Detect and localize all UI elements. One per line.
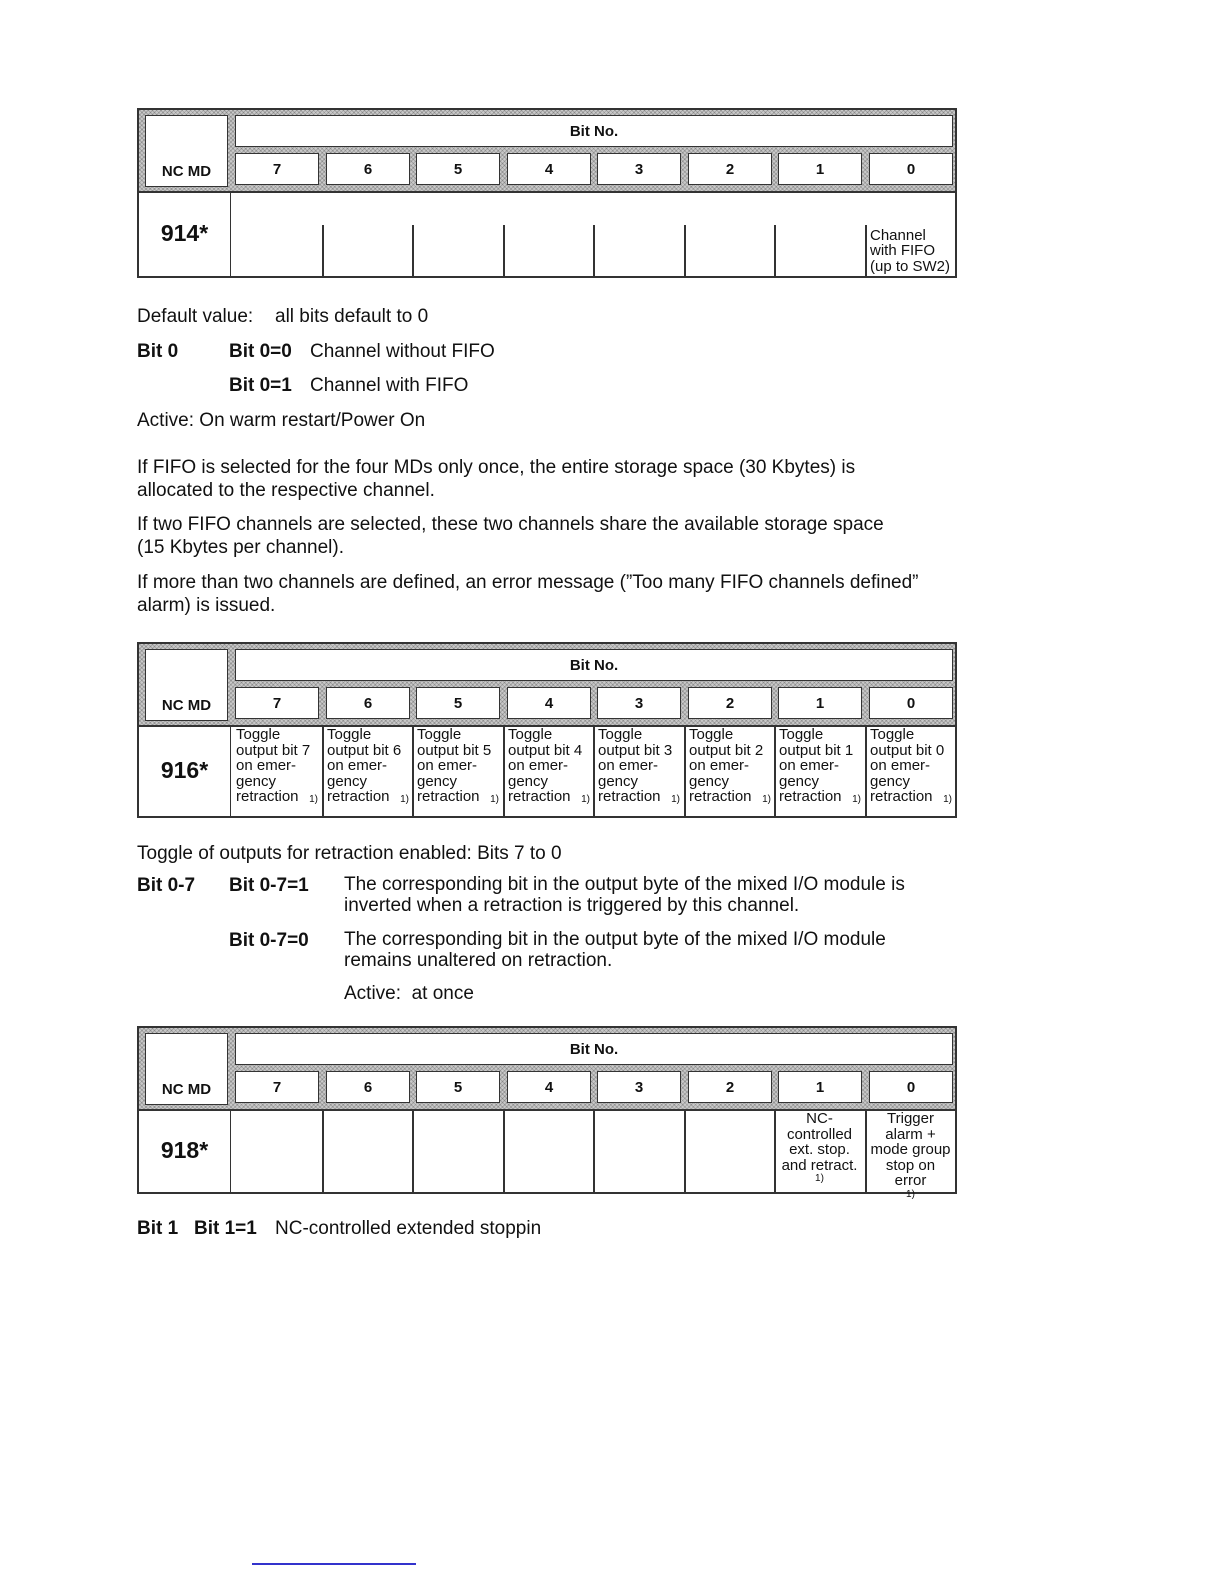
bit1-label: Bit 1 bbox=[137, 1218, 179, 1239]
bit-no-label: Bit No. bbox=[235, 649, 953, 681]
bit0-1-desc: Channel with FIFO bbox=[310, 375, 469, 396]
column-divider bbox=[322, 225, 324, 276]
bit-description-cell: Toggle output bit 7 on emer- gency retraction 1) bbox=[236, 727, 322, 814]
fifo-para-3: If more than two channels are defined, an error message (”Too many FIFO channels defined” alarm) is issued. bbox=[137, 572, 919, 616]
bit-number-cell: 5 bbox=[416, 153, 500, 185]
bit-description-cell bbox=[327, 1111, 413, 1190]
fifo-para-2: If two FIFO channels are selected, these two channels share the available storage space (15 Kbytes per channel). bbox=[137, 514, 884, 558]
bit-number-cell: 2 bbox=[688, 153, 772, 185]
column-divider bbox=[503, 225, 505, 276]
md-number: 918* bbox=[139, 1109, 231, 1192]
bit-description-cell bbox=[689, 193, 775, 274]
bit-number-cell: 6 bbox=[326, 687, 410, 719]
bit-number-cell: 2 bbox=[688, 1071, 772, 1103]
active-warm-restart: Active: On warm restart/Power On bbox=[137, 410, 426, 431]
bit-number-cell: 4 bbox=[507, 687, 591, 719]
bit-number-cell: 3 bbox=[597, 687, 681, 719]
bit-description-cell: Toggle output bit 1 on emer- gency retraction 1) bbox=[779, 727, 865, 814]
bit-number-cell: 7 bbox=[235, 687, 319, 719]
column-divider bbox=[503, 1109, 505, 1192]
bit-description-cell bbox=[598, 1111, 684, 1190]
bit0-0-desc: Channel without FIFO bbox=[310, 341, 495, 362]
bit1-1-label: Bit 1=1 bbox=[194, 1218, 257, 1239]
bit-description-cell bbox=[870, 193, 956, 274]
bit1-1-desc: NC-controlled extended stoppin bbox=[275, 1218, 542, 1239]
toggle-heading: Toggle of outputs for retraction enabled: Bits 7 to 0 bbox=[137, 843, 562, 864]
bit0-0-label: Bit 0=0 bbox=[229, 341, 292, 362]
bit-description-cell bbox=[236, 1111, 322, 1190]
bit-number-cell: 3 bbox=[597, 1071, 681, 1103]
bit-number-cell: 1 bbox=[778, 1071, 862, 1103]
bit-no-label: Bit No. bbox=[235, 115, 953, 147]
bit-description-text: Toggle output bit 3 on emer- gency retraction bbox=[598, 726, 673, 805]
bit0-1-label: Bit 0=1 bbox=[229, 375, 292, 396]
bit-number-cell: 2 bbox=[688, 687, 772, 719]
bit-description-text: Toggle output bit 6 on emer- gency retraction bbox=[327, 726, 402, 805]
default-value-label: Default value: bbox=[137, 306, 254, 327]
bit07-1-desc: The corresponding bit in the output byte of the mixed I/O module is inverted when a retraction is triggered by this channel. bbox=[344, 874, 905, 916]
column-divider bbox=[865, 225, 867, 276]
default-value: all bits default to 0 bbox=[275, 306, 429, 327]
table-header bbox=[139, 644, 955, 727]
column-divider bbox=[322, 725, 324, 816]
bit-description-cell bbox=[508, 1111, 594, 1190]
bit-number-cell: 0 bbox=[869, 153, 953, 185]
bit-description-text: Channel with FIFO (up to SW2) bbox=[870, 226, 951, 275]
bit-number-cell: 3 bbox=[597, 153, 681, 185]
column-divider bbox=[684, 1109, 686, 1192]
bit-description-text: Toggle output bit 7 on emer- gency retraction bbox=[236, 726, 311, 805]
bit07-1-label: Bit 0-7=1 bbox=[229, 875, 309, 896]
nc-md-label: NC MD bbox=[145, 649, 228, 721]
bit-number-cell: 6 bbox=[326, 1071, 410, 1103]
bit-number-cell: 7 bbox=[235, 153, 319, 185]
md-914-table bbox=[137, 108, 957, 278]
fifo-para-1: If FIFO is selected for the four MDs only once, the entire storage space (30 Kbytes) is allocated to the respective channel. bbox=[137, 457, 856, 501]
bit07-0-label: Bit 0-7=0 bbox=[229, 930, 309, 951]
bit-description-cell: Toggle output bit 6 on emer- gency retraction 1) bbox=[327, 727, 413, 814]
table-header bbox=[139, 1028, 955, 1111]
bit-description-cell: Toggle output bit 2 on emer- gency retraction 1) bbox=[689, 727, 775, 814]
bit-number-cell: 4 bbox=[507, 153, 591, 185]
column-divider bbox=[322, 1109, 324, 1192]
md-number: 916* bbox=[139, 725, 231, 816]
bit-description-text: Toggle output bit 0 on emer- gency retraction bbox=[870, 726, 945, 805]
nc-md-label: NC MD bbox=[145, 1033, 228, 1105]
bit-description-text: Toggle output bit 4 on emer- gency retraction bbox=[508, 726, 583, 805]
bit0-label: Bit 0 bbox=[137, 341, 179, 362]
column-divider bbox=[865, 725, 867, 816]
bit-number-cell: 0 bbox=[869, 687, 953, 719]
active-at-once: Active: at once bbox=[344, 983, 474, 1004]
nc-md-label: NC MD bbox=[145, 115, 228, 187]
bit-description-cell bbox=[775, 1111, 864, 1190]
bit-description-text: Toggle output bit 2 on emer- gency retraction bbox=[689, 726, 764, 805]
bit-description-cell bbox=[866, 1110, 955, 1200]
bit-number-cell: 6 bbox=[326, 153, 410, 185]
bit-description-cell bbox=[508, 193, 594, 274]
bit-description-cell bbox=[779, 193, 865, 274]
bit07-label: Bit 0-7 bbox=[137, 875, 196, 896]
table-header bbox=[139, 110, 955, 193]
bit-description-cell: Toggle output bit 0 on emer- gency retraction 1) bbox=[870, 727, 956, 814]
bit-description-cell bbox=[598, 193, 684, 274]
bit-description-cell bbox=[417, 1111, 503, 1190]
md-916-table bbox=[137, 642, 957, 818]
bit-description-cell: Toggle output bit 5 on emer- gency retraction 1) bbox=[417, 727, 503, 814]
bit-description-cell bbox=[689, 1111, 775, 1190]
md-918-table bbox=[137, 1026, 957, 1200]
bit-number-cell: 5 bbox=[416, 1071, 500, 1103]
bit-number-cell: 5 bbox=[416, 687, 500, 719]
bit-description-cell bbox=[327, 193, 413, 274]
bit-number-cell: 4 bbox=[507, 1071, 591, 1103]
column-divider bbox=[503, 725, 505, 816]
bit-description-text: Toggle output bit 5 on emer- gency retraction bbox=[417, 726, 492, 805]
bit-no-label: Bit No. bbox=[235, 1033, 953, 1065]
column-divider bbox=[684, 225, 686, 276]
footnote-marker: 1) bbox=[906, 1188, 915, 1200]
bit-number-cell: 0 bbox=[869, 1071, 953, 1103]
footnote-marker: 1) bbox=[815, 1173, 824, 1184]
md-number: 914* bbox=[139, 191, 231, 276]
footer-link-line bbox=[252, 1563, 416, 1565]
bit-description-text: Toggle output bit 1 on emer- gency retraction bbox=[779, 726, 854, 805]
bit-description-text: NC- controlled ext. stop. and retract. bbox=[781, 1110, 858, 1174]
bit-number-cell: 7 bbox=[235, 1071, 319, 1103]
bit-description-cell: Toggle output bit 3 on emer- gency retraction 1) bbox=[598, 727, 684, 814]
bit-number-cell: 1 bbox=[778, 153, 862, 185]
bit07-0-desc: The corresponding bit in the output byte of the mixed I/O module remains unaltered on retraction. bbox=[344, 929, 886, 971]
bit-description-cell: Toggle output bit 4 on emer- gency retraction 1) bbox=[508, 727, 594, 814]
column-divider bbox=[684, 725, 686, 816]
bit-description-cell bbox=[417, 193, 503, 274]
bit-number-cell: 1 bbox=[778, 687, 862, 719]
bit-description-cell bbox=[236, 193, 322, 274]
bit-description-text: Trigger alarm + mode group stop on error bbox=[870, 1110, 951, 1189]
